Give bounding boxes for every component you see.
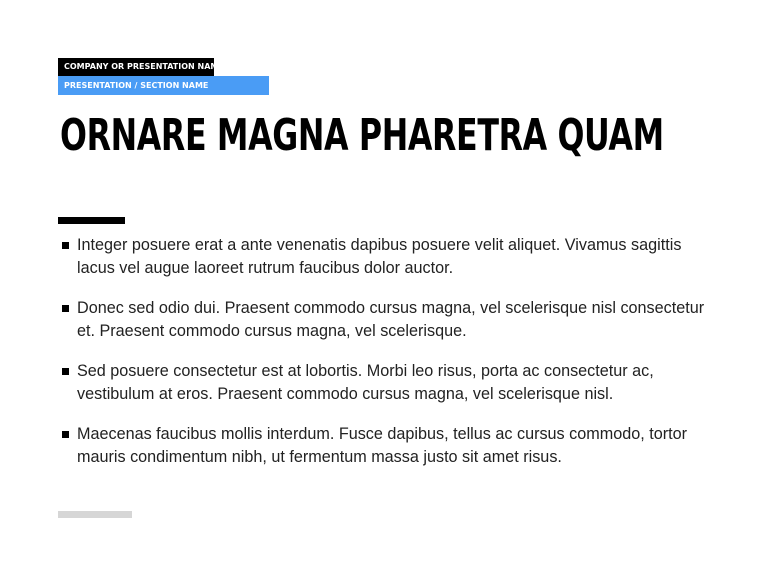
bullet-item	[58, 234, 718, 280]
slide-title: ORNARE MAGNA PHARETRA QUAM	[60, 110, 664, 161]
bullet-item	[58, 360, 718, 406]
bullet-list	[58, 234, 718, 486]
bullet-text: Donec sed odio dui. Praesent commodo cursus magna, vel scelerisque nisl consectetur et. Praesent commodo cursus magna, vel scelerisque.	[77, 299, 705, 340]
bullet-text: Maecenas faucibus mollis interdum. Fusce dapibus, tellus ac cursus commodo, tortor mauris condimentum nibh, ut fermentum massa justo sit amet risus.	[77, 425, 687, 466]
bullet-text: Integer posuere erat a ante venenatis dapibus posuere velit aliquet. Vivamus sagittis lacus vel augue laoreet rutrum faucibus dolor auctor.	[77, 236, 682, 277]
company-name-tag: COMPANY OR PRESENTATION NAME	[58, 58, 214, 76]
square-bullet-icon	[62, 368, 69, 375]
bullet-item	[58, 423, 718, 469]
square-bullet-icon	[62, 431, 69, 438]
square-bullet-icon	[62, 305, 69, 312]
bullet-item	[58, 297, 718, 343]
square-bullet-icon	[62, 242, 69, 249]
section-name-tag: PRESENTATION / SECTION NAME	[58, 76, 269, 95]
title-divider	[58, 217, 125, 224]
footer-divider	[58, 511, 132, 518]
bullet-text: Sed posuere consectetur est at lobortis. Morbi leo risus, porta ac consectetur ac, vestibulum at eros. Praesent commodo cursus magna, vel scelerisque nisl.	[77, 362, 654, 403]
